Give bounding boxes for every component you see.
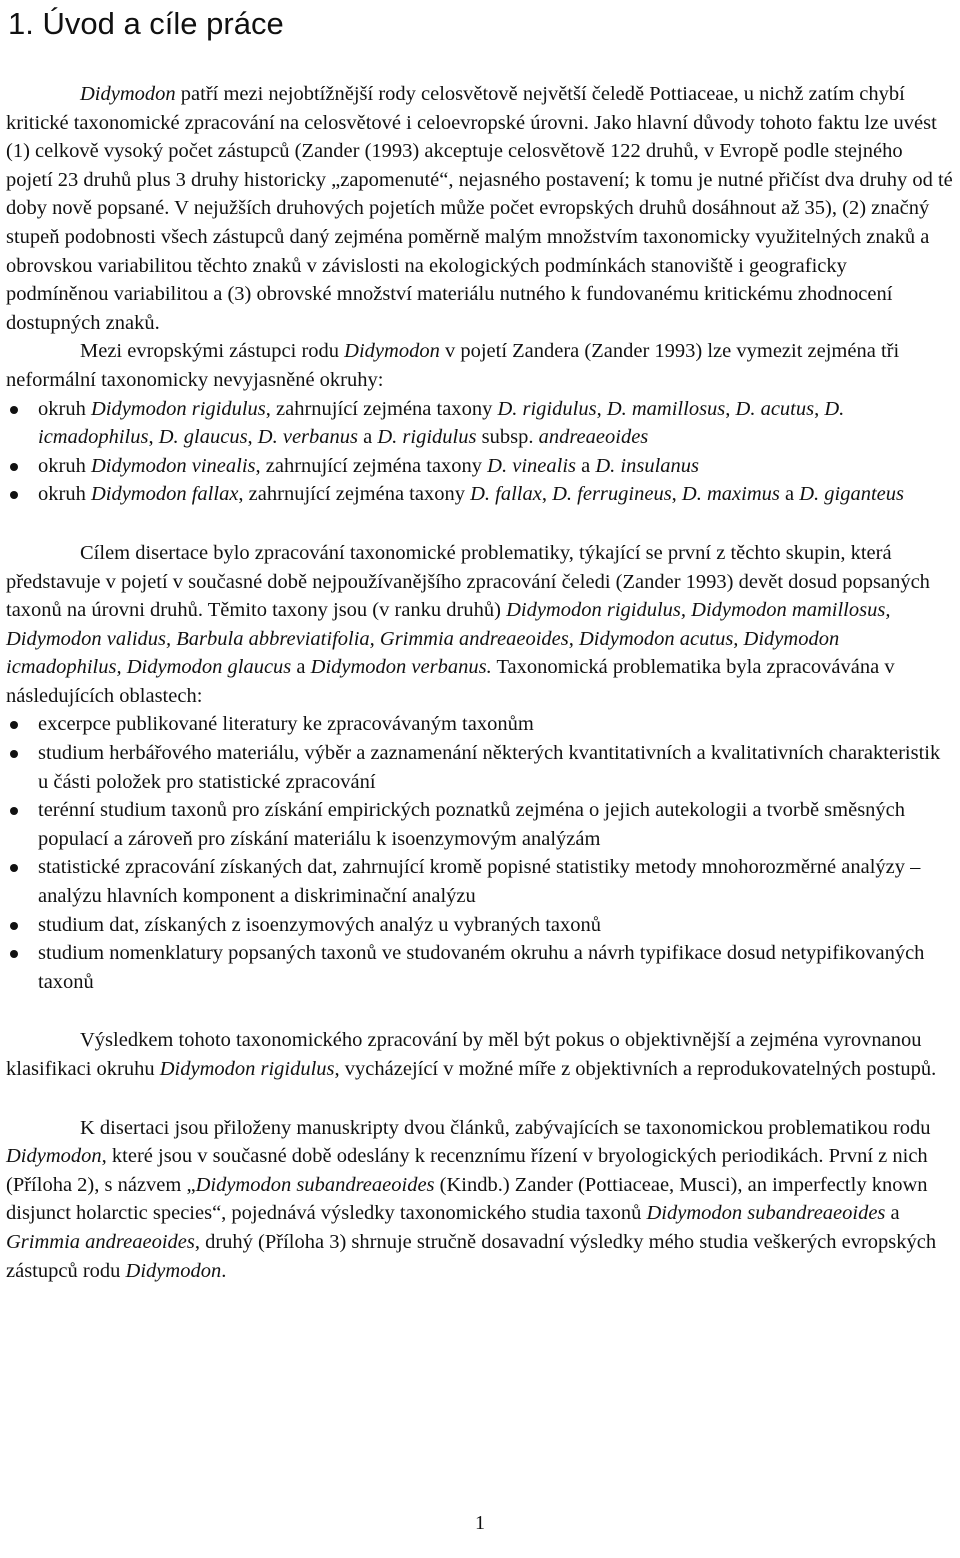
italic-taxon: D. fallax — [470, 483, 542, 506]
document-body — [6, 80, 954, 1285]
italic-taxon: D. vinealis — [487, 454, 576, 477]
list-item: okruh Didymodon fallax, zahrnující zejména taxony D. fallax, D. ferrugineus, D. maximus a D. giganteus — [6, 480, 954, 509]
italic-taxon: andreaeoides — [538, 426, 649, 449]
italic-taxon: Didymodon verbanus. — [310, 656, 492, 679]
italic-taxon: D. mamillosus — [606, 397, 726, 420]
italic-taxon: Didymodon — [125, 1259, 222, 1282]
list-item: okruh Didymodon vinealis, zahrnující zejména taxony D. vinealis a D. insulanus — [6, 452, 954, 481]
list-item: terénní studium taxonů pro získání empirických poznatků zejména o jejich autekologii a tvorbě směsných populací a zároveň pro získání materiálu k isoenzymovým analýzám — [6, 796, 954, 853]
list-item: studium nomenklatury popsaných taxonů ve studovaném okruhu a návrh typifikace dosud netypifikovaných taxonů — [6, 939, 954, 996]
italic-taxon: Didymodon vinealis — [90, 454, 256, 477]
spacer — [6, 996, 954, 1026]
spacer — [6, 509, 954, 539]
italic-taxon: Didymodon rigidulus, Didymodon mamillosus, Didymodon validus, Barbula abbreviatifolia, Grimmia andreaeoides, Didymodon acutus, Didymodon icmadophilus, Didymodon glaucus — [6, 599, 891, 679]
italic-taxon: D. insulanus — [595, 454, 700, 477]
italic-taxon: D. giganteus — [799, 483, 904, 506]
list-item: studium dat, získaných z isoenzymových analýz u vybraných taxonů — [6, 911, 954, 940]
italic-taxon: Didymodon rigidulus — [159, 1058, 335, 1080]
italic-taxon: D. verbanus — [257, 426, 359, 449]
spacer — [6, 1084, 954, 1114]
italic-taxon: Didymodon — [6, 1145, 102, 1168]
italic-taxon: Didymodon — [80, 83, 176, 105]
italic-taxon: Grimmia andreaeoides — [6, 1230, 195, 1253]
italic-taxon: D. ferrugineus — [552, 483, 672, 506]
italic-taxon: Didymodon — [344, 340, 440, 363]
italic-taxon: Didymodon rigidulus — [90, 397, 266, 420]
italic-taxon: D. acutus — [735, 397, 815, 420]
list-item: studium herbářového materiálu, výběr a zaznamenání některých kvantitativních a kvalitativních charakteristik u části položek pro statistické zpracování — [6, 739, 954, 796]
groups-intro-paragraph: Mezi evropskými zástupci rodu Didymodon v pojetí Zandera (Zander 1993) lze vymezit zejména tři neformální taxonomicky nevyjasněné okruhy: — [6, 340, 900, 391]
italic-taxon: D. maximus — [681, 483, 780, 506]
italic-taxon: Didymodon subandreaeoides — [195, 1173, 435, 1196]
results-paragraph: Výsledkem tohoto taxonomického zpracování by měl být pokus o objektivnější a zejména vyrovnanou klasifikaci okruhu Didymodon rigidulus, vycházející v možné míře z objektivních a reprodukovatelných postupů. — [6, 1029, 937, 1080]
italic-taxon: Didymodon subandreaeoides — [646, 1202, 886, 1225]
methods-list — [6, 710, 954, 996]
list-item: okruh Didymodon rigidulus, zahrnující zejména taxony D. rigidulus, D. mamillosus, D. acutus, D. icmadophilus, D. glaucus, D. verbanus a D. rigidulus subsp. andreaeoides — [6, 395, 954, 452]
intro-paragraph: Didymodon patří mezi nejobtížnější rody celosvětově největší čeledě Pottiaceae, u nichž zatím chybí kritické taxonomické zpracování na celosvětové i celoevropské úrovni. Jako hlavní důvody tohoto faktu lze uvést (1) celkově vysoký počet zástupců (Zander (1993) akceptuje celosvětově 122 druhů, v Evropě podle stejného pojetí 23 druhů plus 3 druhy historicky „zapomenuté“, nejasného postavení; k tomu je nutné přičíst dva druhy od té doby nově popsané. V nejužších druhových pojetích může počet evropských druhů dosáhnout až 35), (2) značný stupeň podobnosti všech zástupců daný zejména poměrně malým množstvím taxonomicky využitelných znaků a obrovskou variabilitou těchto znaků v závislosti na ekologických podmínkách stanoviště i geograficky podmíněnou variabilitou a (3) obrovské množství materiálu nutného k fundovanému kritickému zhodnocení dostupných znaků. — [6, 83, 953, 334]
list-item: excerpce publikované literatury ke zpracovávaným taxonům — [6, 710, 954, 739]
page-number: 1 — [475, 1512, 485, 1534]
manuscripts-paragraph: K disertaci jsou přiloženy manuskripty dvou článků, zabývajících se taxonomickou problematikou rodu Didymodon, které jsou v současné době odeslány k recenznímu řízení v bryologických periodikách. První z nich (Příloha 2), s názvem „Didymodon subandreaeoides (Kindb.) Zander (Pottiaceae, Musci), an imperfectly known disjunct holarctic species“, pojednává výsledky taxonomického studia taxonů Didymodon subandreaeoides a Grimmia andreaeoides, druhý (Příloha 3) shrnuje stručně dosavadní výsledky mého studia veškerých evropských zástupců rodu Didymodon. — [6, 1116, 937, 1282]
italic-taxon: D. rigidulus — [377, 426, 477, 449]
italic-taxon: D. icmadophilus — [38, 397, 845, 449]
italic-taxon: D. rigidulus — [497, 397, 597, 420]
italic-taxon: Didymodon fallax — [90, 483, 239, 506]
species-groups-list — [6, 395, 954, 509]
aims-paragraph: Cílem disertace bylo zpracování taxonomické problematiky, týkající se první z těchto skupin, která představuje v pojetí v současné době nejpoužívanějšího zpracování čeledi (Zander 1993) devět dosud popsaných taxonů na úrovni druhů. Těmito taxony jsou (v ranku druhů) Didymodon rigidulus, Didymodon mamillosus, Didymodon validus, Barbula abbreviatifolia, Grimmia andreaeoides, Didymodon acutus, Didymodon icmadophilus, Didymodon glaucus a Didymodon verbanus. Taxonomická problematika byla zpracovávána v následujících oblastech: — [6, 541, 930, 707]
list-item: statistické zpracování získaných dat, zahrnující kromě popisné statistiky metody mnohorozměrné analýzy – analýzu hlavních komponent a diskriminační analýzu — [6, 853, 954, 910]
italic-taxon: D. glaucus — [158, 426, 248, 449]
chapter-heading: 1. Úvod a cíle práce — [8, 6, 284, 41]
